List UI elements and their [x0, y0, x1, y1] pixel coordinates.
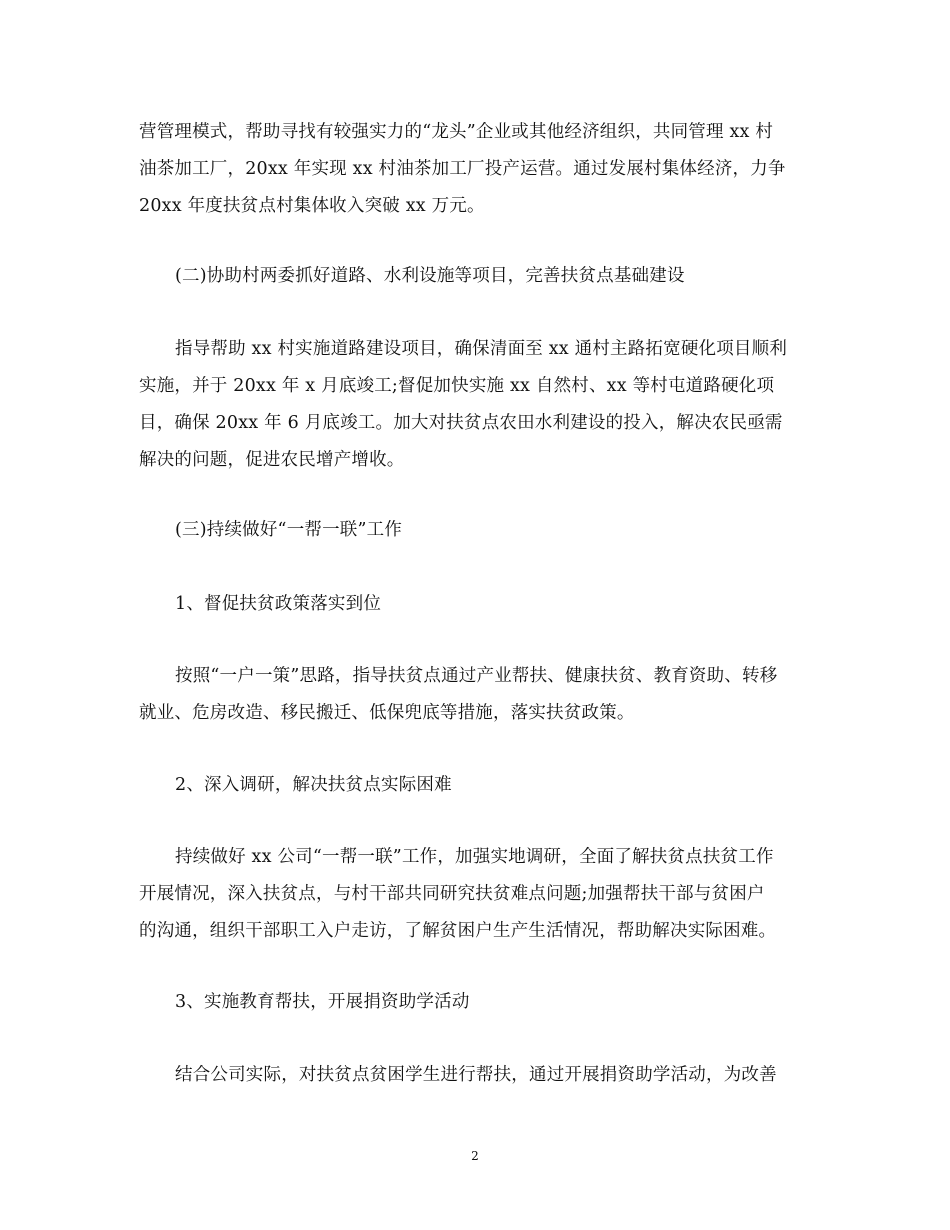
- subheading-3: [175, 984, 855, 1021]
- text-line: 1、督促扶贫政策落实到位: [175, 594, 382, 614]
- text-line: 目，确保 20xx 年 6 月底竣工。加大对扶贫点农田水利建设的投入，解决农民亟需: [139, 413, 783, 433]
- section-heading-2: [175, 258, 855, 295]
- text-line: 3、实施教育帮扶，开展捐资助学活动: [175, 992, 470, 1012]
- text-line: 实施，并于 20xx 年 x 月底竣工;督促加快实施 xx 自然村、xx 等村屯道路硬化项: [139, 376, 775, 396]
- text-line: 持续做好 xx 公司“一帮一联”工作，加强实地调研，全面了解扶贫点扶贫工作: [175, 847, 774, 867]
- paragraph-3: [139, 658, 819, 732]
- section-heading-3: [175, 512, 855, 549]
- text-line: 20xx 年度扶贫点村集体收入突破 xx 万元。: [139, 196, 485, 216]
- subheading-1: [175, 586, 855, 623]
- text-line: 油茶加工厂，20xx 年实现 xx 村油茶加工厂投产运营。通过发展村集体经济，力争: [139, 159, 786, 179]
- paragraph-1: [139, 114, 819, 225]
- text-line: 指导帮助 xx 村实施道路建设项目，确保清面至 xx 通村主路拓宽硬化项目顺利: [175, 339, 788, 359]
- paragraph-4: [139, 839, 819, 950]
- text-line: 解决的问题，促进农民增产增收。: [139, 450, 405, 470]
- text-line: 开展情况，深入扶贫点，与村干部共同研究扶贫难点问题;加强帮扶干部与贫困户: [139, 884, 765, 904]
- text-line: 结合公司实际，对扶贫点贫困学生进行帮扶，通过开展捐资助学活动，为改善: [175, 1065, 777, 1085]
- text-line: 的沟通，组织干部职工入户走访，了解贫困户生产生活情况，帮助解决实际困难。: [139, 921, 777, 941]
- text-line: 按照“一户一策”思路，指导扶贫点通过产业帮扶、健康扶贫、教育资助、转移: [175, 666, 778, 686]
- text-line: 就业、危房改造、移民搬迁、低保兜底等措施，落实扶贫政策。: [139, 703, 635, 723]
- paragraph-5: [139, 1057, 819, 1094]
- text-line: (三)持续做好“一帮一联”工作: [175, 520, 403, 540]
- paragraph-2: [139, 331, 819, 479]
- text-line: 2、深入调研，解决扶贫点实际困难: [175, 775, 452, 795]
- text-line: (二)协助村两委抓好道路、水利设施等项目，完善扶贫点基础建设: [175, 266, 685, 286]
- page-number: 2: [471, 1149, 479, 1163]
- subheading-2: [175, 767, 855, 804]
- text-line: 营管理模式，帮助寻找有较强实力的“龙头”企业或其他经济组织，共同管理 xx 村: [139, 122, 774, 142]
